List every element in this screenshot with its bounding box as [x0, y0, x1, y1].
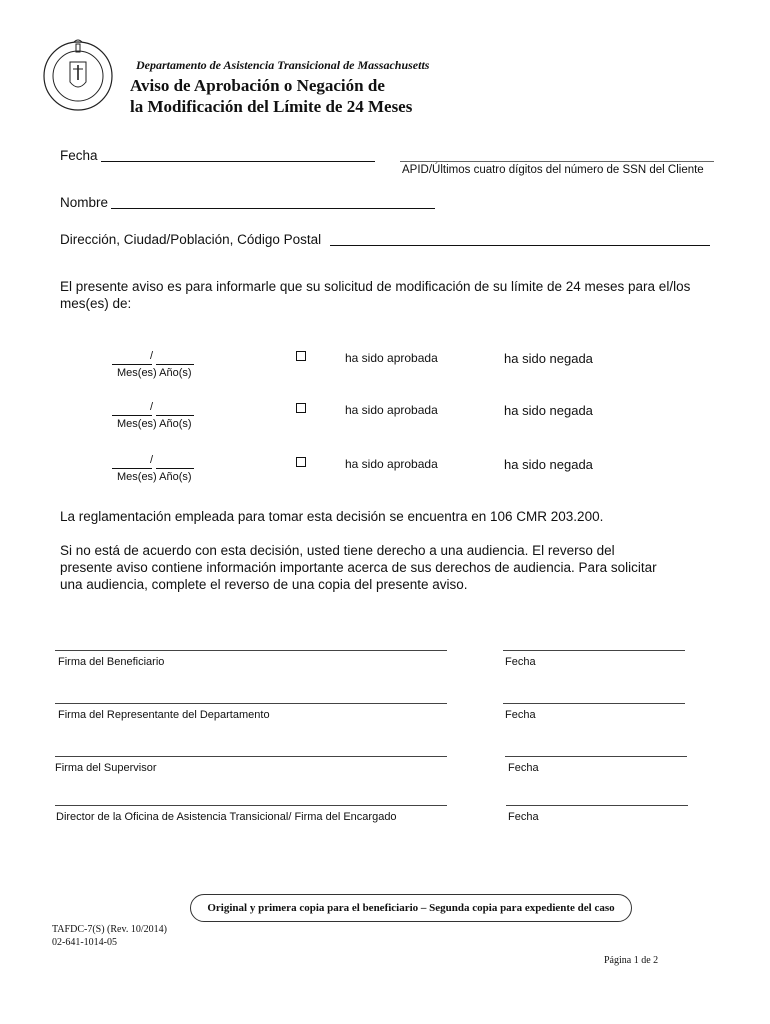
approved-label: ha sido aprobada	[345, 351, 438, 365]
approved-checkbox[interactable]	[296, 403, 306, 413]
approved-checkbox[interactable]	[296, 457, 306, 467]
date-slash: /	[150, 401, 154, 413]
date-label: Fecha	[508, 762, 539, 774]
department-name: Departamento de Asistencia Transicional de Massachusetts	[136, 58, 430, 72]
month-year-caption: Mes(es) Año(s)	[117, 418, 192, 430]
intro-paragraph: El presente aviso es para informarle que su solicitud de modificación de su límite de 24 meses para el/los mes(es) de:	[60, 279, 691, 311]
date-label: Fecha	[508, 811, 539, 823]
nombre-label: Nombre	[60, 195, 109, 210]
signature-label: Firma del Beneficiario	[58, 656, 165, 668]
date-line[interactable]	[503, 703, 685, 704]
year-field[interactable]	[156, 352, 194, 365]
year-field[interactable]	[156, 456, 194, 469]
page-number: Página 1 de 2	[604, 955, 659, 966]
signature-label: Firma del Representante del Departamento	[58, 709, 270, 721]
hearing-paragraph: Si no está de acuerdo con esta decisión, usted tiene derecho a una audiencia. El reverso del presente aviso contiene información importante acerca de sus derechos de audiencia. Para solicitar una audiencia, complete el reverso de una copia del presente aviso.	[60, 543, 657, 592]
apid-label: APID/Últimos cuatro dígitos del número de SSN del Cliente	[402, 164, 704, 176]
signature-label: Firma del Supervisor	[55, 762, 157, 774]
month-year-caption: Mes(es) Año(s)	[117, 367, 192, 379]
month-year-caption: Mes(es) Año(s)	[117, 471, 192, 483]
fecha-label: Fecha	[60, 148, 98, 163]
signature-label: Director de la Oficina de Asistencia Transicional/ Firma del Encargado	[56, 811, 397, 823]
direccion-label: Dirección, Ciudad/Población, Código Postal	[60, 232, 322, 247]
date-slash: /	[150, 350, 154, 362]
month-field[interactable]	[112, 456, 152, 469]
nombre-field[interactable]	[111, 192, 435, 209]
date-line[interactable]	[505, 756, 687, 757]
direccion-field[interactable]	[330, 229, 710, 246]
form-code: 02-641-1014-05	[52, 937, 117, 948]
approved-label: ha sido aprobada	[345, 403, 438, 417]
date-slash: /	[150, 454, 154, 466]
month-field[interactable]	[112, 352, 152, 365]
date-label: Fecha	[505, 709, 536, 721]
date-line[interactable]	[506, 805, 688, 806]
director-signature-line[interactable]	[55, 805, 447, 806]
approved-label: ha sido aprobada	[345, 457, 438, 471]
month-field[interactable]	[112, 403, 152, 416]
denied-label: ha sido negada	[504, 457, 593, 472]
fecha-field[interactable]	[101, 145, 375, 162]
denied-label: ha sido negada	[504, 351, 593, 366]
year-field[interactable]	[156, 403, 194, 416]
regulation-text: La reglamentación empleada para tomar esta decisión se encuentra en 106 CMR 203.200.	[60, 509, 604, 524]
representative-signature-line[interactable]	[55, 703, 447, 704]
page-title	[130, 75, 412, 117]
date-line[interactable]	[503, 650, 685, 651]
beneficiary-signature-line[interactable]	[55, 650, 447, 651]
approved-checkbox[interactable]	[296, 351, 306, 361]
date-label: Fecha	[505, 656, 536, 668]
title-line-1: Aviso de Aprobación o Negación de	[130, 76, 385, 95]
massachusetts-seal-icon	[40, 36, 116, 112]
denied-label: ha sido negada	[504, 403, 593, 418]
form-number: TAFDC-7(S) (Rev. 10/2014)	[52, 924, 167, 935]
supervisor-signature-line[interactable]	[55, 756, 447, 757]
copies-banner: Original y primera copia para el beneficiario – Segunda copia para expediente del caso	[190, 894, 632, 922]
title-line-2: la Modificación del Límite de 24 Meses	[130, 97, 413, 116]
apid-field[interactable]	[400, 145, 714, 162]
